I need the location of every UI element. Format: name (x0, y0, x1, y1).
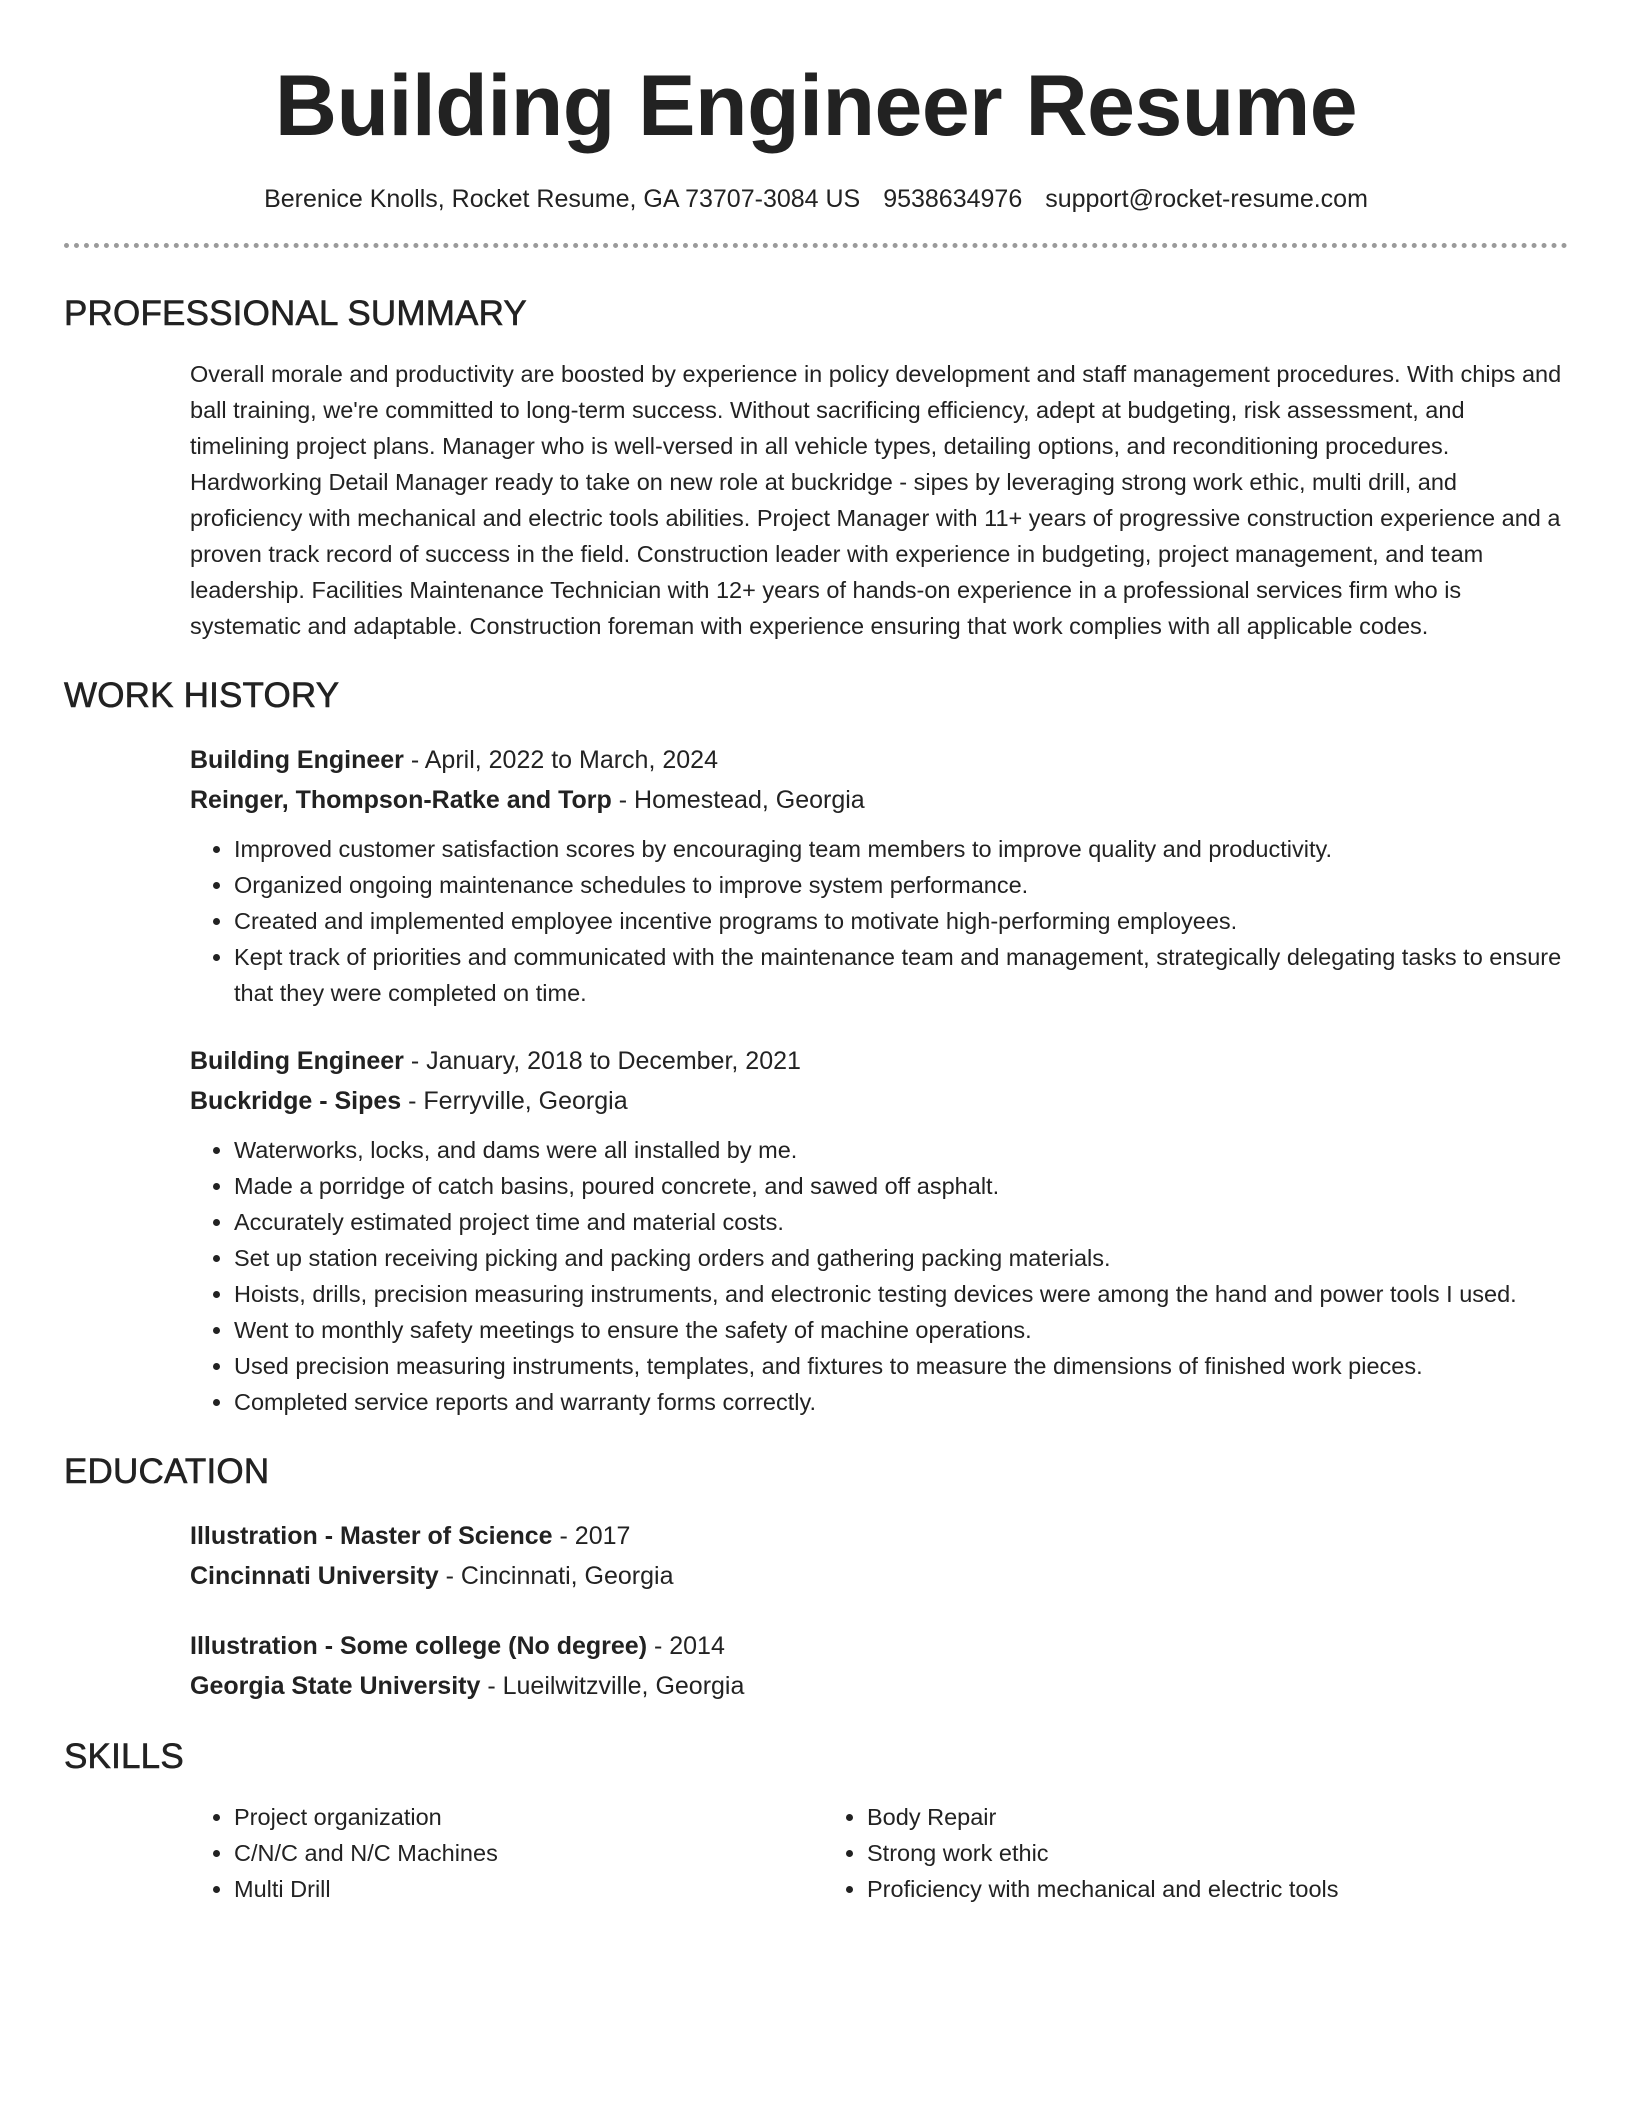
job-title-line (190, 740, 1568, 780)
job-bullet: • Went to monthly safety meetings to ensure the safety of machine operations. (234, 1312, 1568, 1348)
job-company-line (190, 1081, 1568, 1121)
job-bullet: • Completed service reports and warranty forms correctly. (234, 1384, 1568, 1420)
education-year: - 2014 (647, 1632, 725, 1660)
job-bullet: • Kept track of priorities and communicated with the maintenance team and management, strategically delegating tasks to ensure that they were completed on time. (234, 939, 1568, 1011)
job-title-line (190, 1041, 1568, 1081)
job-title: Building Engineer (190, 1047, 404, 1075)
job-entry (190, 740, 1568, 1011)
job-location: - Ferryville, Georgia (401, 1087, 628, 1115)
job-bullet: • Waterworks, locks, and dams were all installed by me. (234, 1132, 1568, 1168)
section-heading-education: EDUCATION (64, 1452, 270, 1491)
job-bullet-list (190, 831, 1568, 1011)
education-school-line (190, 1666, 1568, 1706)
education-degree-line (190, 1516, 1568, 1556)
section-heading-skills: SKILLS (64, 1737, 184, 1776)
education-entry (190, 1516, 1568, 1596)
job-location: - Homestead, Georgia (611, 786, 865, 814)
resume-title: Building Engineer Resume (274, 58, 1358, 154)
skill-item: • Multi Drill (234, 1871, 823, 1907)
skills-grid (190, 1799, 1568, 1907)
job-company-line (190, 780, 1568, 820)
education-location: - Lueilwitzville, Georgia (480, 1672, 745, 1700)
job-bullet: • Set up station receiving picking and packing orders and gathering packing materials. (234, 1240, 1568, 1276)
education-school: Cincinnati University (190, 1562, 439, 1590)
section-heading-work-history: WORK HISTORY (64, 676, 340, 715)
section-heading-summary: PROFESSIONAL SUMMARY (64, 294, 527, 333)
contact-address: Berenice Knolls, Rocket Resume, GA 73707-3084 US (264, 185, 861, 213)
skill-item: • Proficiency with mechanical and electric tools (867, 1871, 1456, 1907)
education-degree: Illustration - Master of Science (190, 1522, 553, 1550)
job-bullet: • Created and implemented employee incentive programs to motivate high-performing employees. (234, 903, 1568, 939)
resume-page (64, 0, 1568, 1907)
job-bullet-list (190, 1132, 1568, 1420)
job-dates: - April, 2022 to March, 2024 (403, 746, 718, 774)
job-title: Building Engineer (190, 746, 404, 774)
education-location: - Cincinnati, Georgia (438, 1562, 674, 1590)
job-bullet: • Accurately estimated project time and material costs. (234, 1204, 1568, 1240)
job-dates: - January, 2018 to December, 2021 (403, 1047, 801, 1075)
education-school: Georgia State University (190, 1672, 481, 1700)
job-bullet: • Made a porridge of catch basins, poured concrete, and sawed off asphalt. (234, 1168, 1568, 1204)
skills-column-left (190, 1799, 823, 1907)
education-year: - 2017 (552, 1522, 631, 1550)
education-degree-line (190, 1626, 1568, 1666)
job-bullet: • Organized ongoing maintenance schedules to improve system performance. (234, 867, 1568, 903)
education-entry (190, 1626, 1568, 1706)
skill-item: • Body Repair (867, 1799, 1456, 1835)
job-bullet: • Improved customer satisfaction scores by encouraging team members to improve quality and productivity. (234, 831, 1568, 867)
skill-item: • Project organization (234, 1799, 823, 1835)
contact-email: support@rocket-resume.com (1045, 185, 1368, 213)
education-school-line (190, 1556, 1568, 1596)
job-entry (190, 1041, 1568, 1420)
contact-phone: 9538634976 (883, 185, 1023, 213)
skill-item: • Strong work ethic (867, 1835, 1456, 1871)
job-company: Buckridge - Sipes (190, 1087, 402, 1115)
job-bullet: • Used precision measuring instruments, templates, and fixtures to measure the dimensions of finished work pieces. (234, 1348, 1568, 1384)
education-degree: Illustration - Some college (No degree) (190, 1632, 648, 1660)
skill-item: • C/N/C and N/C Machines (234, 1835, 823, 1871)
summary-paragraph: Overall morale and productivity are boosted by experience in policy development and staff management procedures. With chips and ball training, we're committed to long-term success. Without sacrificing efficiency, adept at budgeting, risk assessment, and timelining project plans. Manager who is well-versed in all vehicle types, detailing options, and reconditioning procedures. Hardworking Detail Manager ready to take on new role at buckridge - sipes by leveraging strong work ethic, multi drill, and proficiency with mechanical and electric tools abilities. Project Manager with 11+ years of progressive construction experience and a proven track record of success in the field. Construction leader with experience in budgeting, project management, and team leadership. Facilities Maintenance Technician with 12+ years of hands-on experience in a professional services firm who is systematic and adaptable. Construction foreman with experience ensuring that work complies with all applicable codes. (190, 361, 1562, 639)
header-divider (64, 243, 1568, 248)
job-company: Reinger, Thompson-Ratke and Torp (190, 786, 612, 814)
contact-line (64, 182, 1568, 216)
job-bullet: • Hoists, drills, precision measuring instruments, and electronic testing devices were among the hand and power tools I used. (234, 1276, 1568, 1312)
skills-column-right (823, 1799, 1456, 1907)
